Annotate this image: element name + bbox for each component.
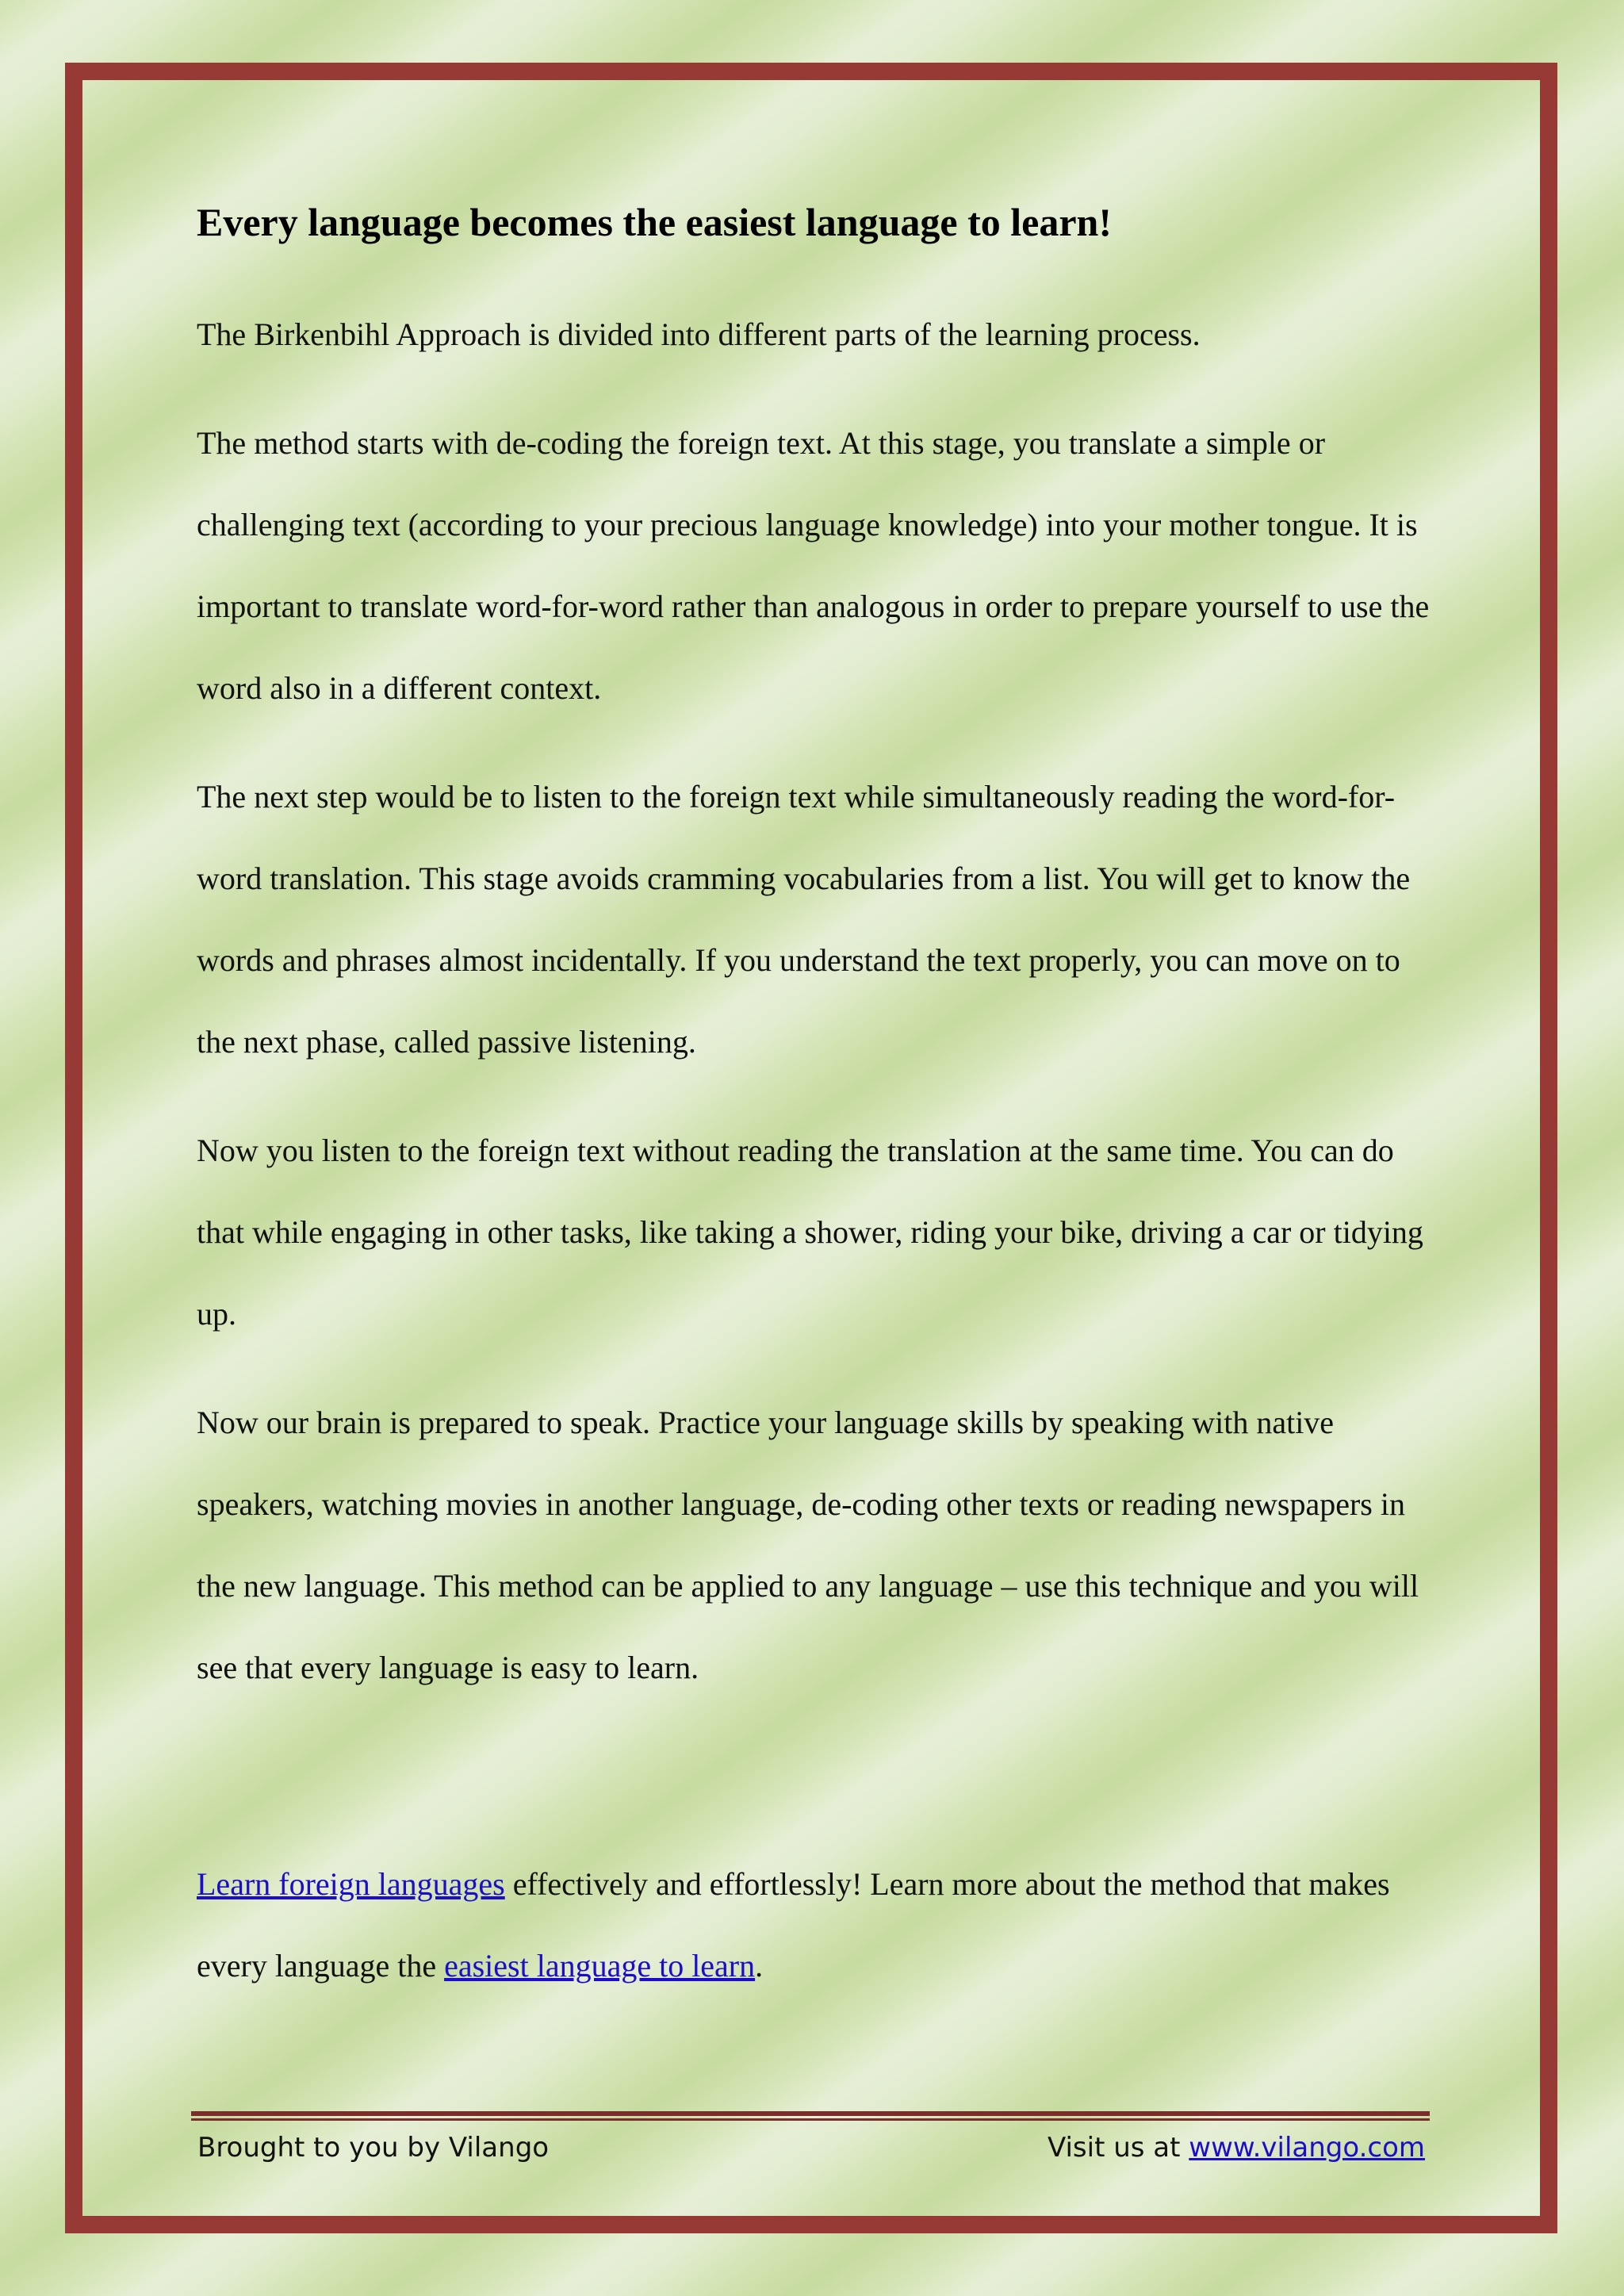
learn-foreign-languages-link[interactable]: Learn foreign languages xyxy=(197,1866,505,1902)
closing-text-2: . xyxy=(755,1948,764,1984)
footer-visit-prefix: Visit us at xyxy=(1047,2132,1189,2164)
closing-text-1: effectively and effortlessly! Learn more about the method that makes every language the xyxy=(197,1866,1390,1984)
footer-visit xyxy=(1048,2132,1425,2164)
paragraph-passive-listening: Now you listen to the foreign text without reading the translation at the same time. You can do that while engaging in other tasks, like taking a shower, riding your bike, driving a car or tidying up. xyxy=(197,1133,1423,1332)
closing-paragraph xyxy=(197,1843,1434,2007)
paragraph-decoding: The method starts with de-coding the foreign text. At this stage, you translate a simple or challenging text (according to your precious language knowledge) into your mother tongue. It is important to translate word-for-word rather than analogous in order to prepare yourself to use the word also in a different context. xyxy=(197,425,1430,706)
paragraph-active-listening: The next step would be to listen to the foreign text while simultaneously reading the word-for-word translation. This stage avoids cramming vocabularies from a list. You will get to know the words and phrases almost incidentally. If you understand the text properly, you can move on to the next phase, called passive listening. xyxy=(197,779,1411,1060)
page-footer xyxy=(191,2111,1430,2164)
paragraph-speaking: Now our brain is prepared to speak. Practice your language skills by speaking with native speakers, watching movies in another language, de-coding other texts or reading newspapers in the new language. This method can be applied to any language – use this technique and you will see that every language is easy to learn. xyxy=(197,1405,1419,1685)
easiest-language-link[interactable]: easiest language to learn xyxy=(444,1948,756,1984)
footer-row xyxy=(191,2132,1430,2164)
page-title: Every language becomes the easiest language to learn! xyxy=(197,200,1113,244)
vilango-website-link[interactable]: www.vilango.com xyxy=(1189,2132,1425,2164)
document-body xyxy=(197,190,1434,2007)
footer-divider xyxy=(191,2111,1430,2121)
paragraph-intro: The Birkenbihl Approach is divided into different parts of the learning process. xyxy=(197,316,1201,352)
footer-credit: Brought to you by Vilango xyxy=(197,2132,550,2164)
